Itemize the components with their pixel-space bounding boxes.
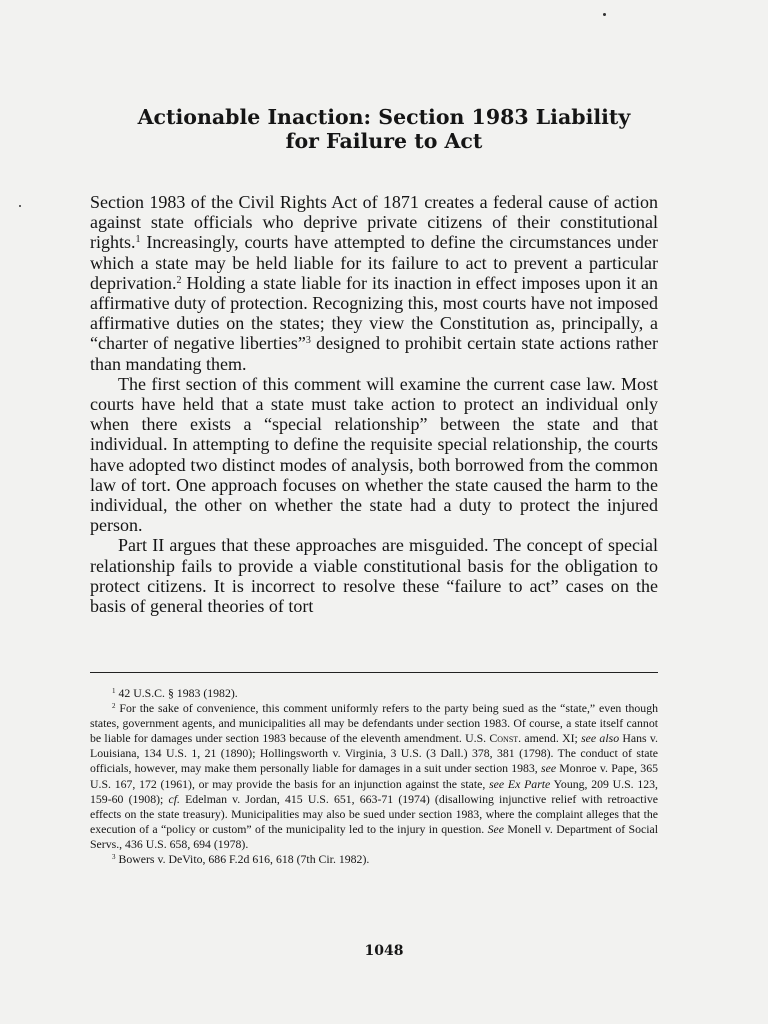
footnote-ref-3[interactable]: 3 <box>305 335 311 347</box>
article-title <box>58 105 710 153</box>
body-text <box>90 192 658 616</box>
page-number: 1048 <box>364 943 404 959</box>
footnote-divider <box>90 672 658 673</box>
scan-speck <box>603 13 606 16</box>
footnote-mark-1: 1 <box>112 687 116 695</box>
footnote-mark-2: 2 <box>112 702 116 711</box>
paragraph-2: The first section of this comment will examine the current case law. Most courts have held that a state must take action to protect an individual only when there exists a “special relationship” between the state and that individual. In attempting to define the requisite special relationship, the courts have adopted two distinct modes of analysis, both borrowed from the common law of tort. One approach focuses on whether the state caused the harm to the individual, the other on whether the state had a duty to protect the injured person. <box>90 373 658 536</box>
title-line-1: Actionable Inaction: Section 1983 Liability <box>137 105 631 129</box>
scan-speck <box>19 205 21 207</box>
footnote-ref-2[interactable]: 2 <box>176 274 182 286</box>
footnote-mark-3: 3 <box>112 853 116 862</box>
footnote-1: $^1$ 42 U.S.C. § 1983 (1982). <box>112 686 238 700</box>
footnote-3: $^3$ Bowers v. DeVito, 686 F.2d 616, 618 (7th Cir. 1982). <box>112 852 370 867</box>
paragraph-3: Part II argues that these approaches are misguided. The concept of special relationship fails to provide a viable constitutional basis for the obligation to protect citizens. It is incorrect to resolve these “failure to act” cases on the basis of general theories of tort <box>90 535 658 617</box>
footnotes <box>90 686 658 867</box>
title-line-2: for Failure to Act <box>285 129 483 153</box>
footnote-ref-1[interactable]: 1 <box>135 234 141 246</box>
footnote-2: $^2$ For the sake of convenience, this comment uniformly refers to the party being sued as the “state,” even though states, government agents, and municipalities all may be defendants under section 1983. Of course, a state itself cannot be liable for damages under section 1983 because of the eleventh amendment. U.S. Const. amend. XI; see also Hans v. Louisiana, 134 U.S. 1, 21 (1890); Hollingsworth v. Virginia, 3 U.S. (3 Dall.) 378, 381 (1798). The conduct of state officials, however, may make them personally liable for damages in a suit under section 1983, see Monroe v. Pape, 365 U.S. 167, 172 (1961), or may provide the basis for an injunction against the state, see Ex Parte Young, 209 U.S. 123, 159-60 (1908); cf. Edelman v. Jordan, 415 U.S. 651, 663-71 (1974) (disallowing injunctive relief with retroactive effects on the state treasury). Municipalities may also be sued under section 1983, where the complaint alleges that the execution of a “policy or custom” of the municipality led to the injury in question. See Monell v. Department of Social Servs., 436 U.S. 658, 694 (1978). <box>90 701 659 851</box>
paragraph-1: Section 1983 of the Civil Rights Act of 1871 creates a federal cause of action against state officials who deprive private citizens of their constitutional rights.$^1$ Increasingly, courts have attempted to define the circumstances under which a state may be held liable for its failure to act to prevent a particular deprivation.$^2$ Holding a state liable for its inaction in effect imposes upon it an affirmative duty of protection. Recognizing this, most courts have not imposed affirmative duties on the states; they view the Constitution as, principally, a “charter of negative liberties”$^3$ designed to prohibit certain state actions rather than mandating them. <box>90 192 658 374</box>
